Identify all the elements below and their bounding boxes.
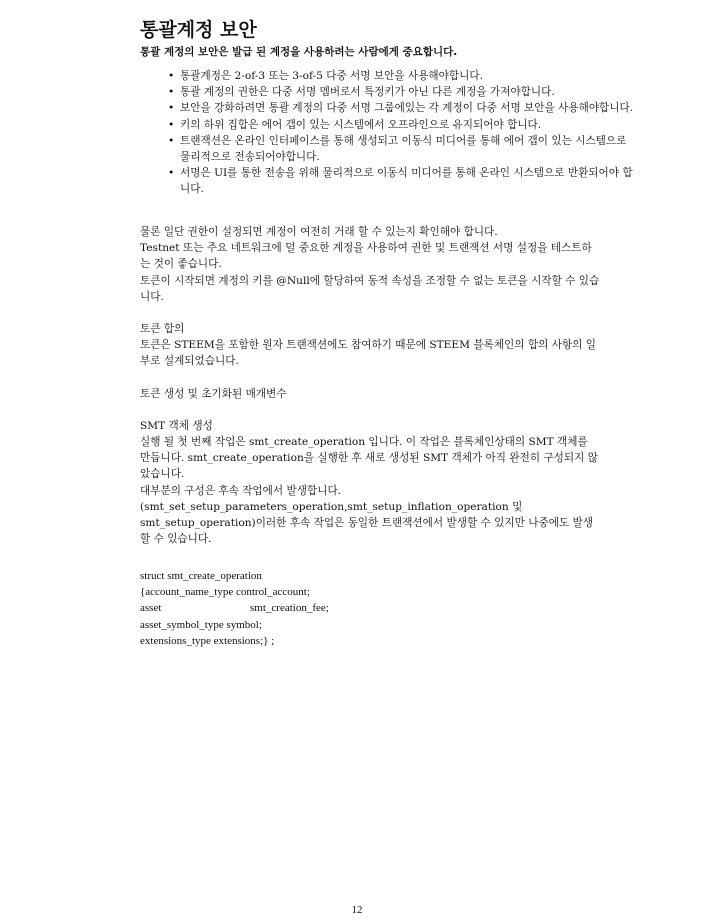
spacer <box>140 402 600 418</box>
code-type: asset <box>140 602 162 615</box>
bullet-text: 통괄계정은 2-of-3 또는 3-of-5 다중 서명 보안을 사용해야합니다. <box>180 70 483 82</box>
bullet-item <box>166 68 636 84</box>
section-heading-smt: SMT 객체 생성 <box>140 419 213 432</box>
bullet-text: 서명은 UI를 통한 전송을 위해 물리적으로 이동식 미디어를 통해 온라인 시스템으로 반환되어야 합니다. <box>180 167 633 196</box>
bullet-text: 키의 하위 집합은 에어 갭이 있는 시스템에서 오프라인으로 유지되어야 합니다. <box>180 118 542 131</box>
page-title: 통괄계정 보안 <box>140 19 257 41</box>
bullet-item <box>166 84 636 100</box>
bullet-item <box>166 165 636 197</box>
bullet-dot-icon: • <box>168 118 175 131</box>
paragraph: 토큰이 시작되면 계정의 키를 @Null에 할당하여 동적 속성을 조정할 수 없는 토큰을 시작할 수 있습니다. <box>140 274 600 303</box>
bullet-item <box>166 100 636 116</box>
paragraph: 토큰은 STEEM을 포함한 원자 트랜잭션에도 참여하기 때문에 STEEM 블록체인의 합의 사항의 일부로 설계되었습니다. <box>140 339 597 368</box>
bullet-dot-icon: • <box>168 167 175 180</box>
paragraph: 실행 될 첫 번째 작업은 smt_create_operation 입니다. 이 작업은 블록체인상태의 SMT 객체를 만듭니다. smt_create_operation을 실행한 후 새로 생성된 SMT 객체가 아직 완전히 구성되지 않았습니다. <box>140 436 598 481</box>
bullet-text: 보안을 강화하려면 통괄 계정의 다중 서명 그룹에있는 각 계정이 다중 서명 보안을 사용해야합니다. <box>180 102 634 115</box>
bullet-item <box>166 117 636 133</box>
section-heading-consensus: 토큰 합의 <box>140 323 185 336</box>
spacer <box>140 370 600 386</box>
code-line: struct smt_create_operation <box>140 570 262 582</box>
bullet-text: 트랜잭션은 온라인 인터페이스를 통해 생성되고 이동식 미디어를 통해 에어 갭이 있는 시스템으로 물리적으로 전송되어야합니다. <box>180 134 627 164</box>
bullet-dot-icon: • <box>168 102 175 115</box>
section-heading-generation: 토큰 생성 및 초기화된 매개변수 <box>140 387 287 400</box>
code-field: smt_creation_fee; <box>250 602 329 615</box>
code-line: extensions_type extensions;} ; <box>140 634 275 647</box>
code-line: {account_name_type control_account; <box>140 586 310 599</box>
paragraph: 물론 일단 권한이 설정되면 계정이 여전히 거래 할 수 있는지 확인해야 합니다. <box>140 226 498 238</box>
page-number: 12 <box>351 904 363 916</box>
code-block <box>140 568 440 649</box>
bullet-dot-icon: • <box>168 70 175 82</box>
paragraph: (smt_set_setup_parameters_operation,smt_setup_inflation_operation 및 smt_setup_operation)이러한 후속 작업은 동일한 트랜잭션에서 발생할 수 있지만 나중에도 발생할 수 있습니다. <box>140 500 593 546</box>
page-subtitle: 통괄 계정의 보안은 발급 된 계정을 사용하려는 사람에게 중요합니다. <box>140 46 458 58</box>
spacer <box>140 305 600 321</box>
security-bullet-list <box>166 68 636 198</box>
code-line: asset_symbol_type symbol; <box>140 618 262 631</box>
bullet-item <box>166 133 636 165</box>
paragraph: 대부분의 구성은 후속 작업에서 발생합니다. <box>140 484 342 497</box>
code-line <box>140 600 440 616</box>
bullet-text: 통괄 계정의 권한은 다중 서명 멤버로서 특정키가 아닌 다른 계정을 가져야합니다. <box>180 86 555 99</box>
bullet-dot-icon: • <box>168 86 175 99</box>
paragraph: Testnet 또는 주요 네트워크에 덜 중요한 계정을 사용하여 권한 및 트랜잭션 서명 설정을 테스트하는 것이 좋습니다. <box>140 242 592 271</box>
bullet-dot-icon: • <box>168 134 175 147</box>
body-text <box>140 224 600 547</box>
